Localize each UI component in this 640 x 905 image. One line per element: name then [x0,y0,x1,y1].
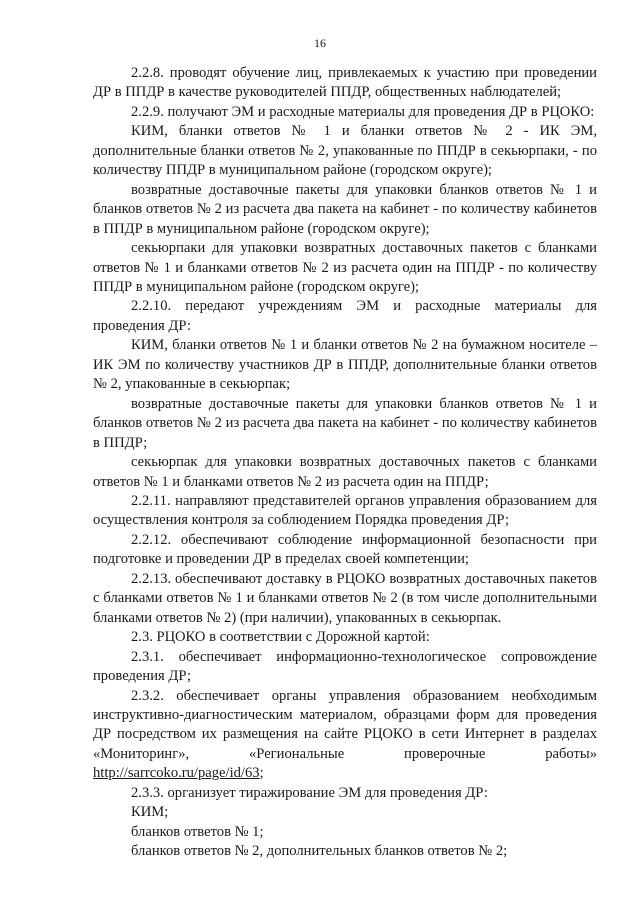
rcoko-page-link[interactable]: http://sarrcoko.ru/page/id/63 [93,765,260,782]
paragraph-2-3-3-blanks-2: бланков ответов № 2, дополнительных бланков ответов № 2; [131,843,508,860]
paragraph-2-2-9-securpaks: секьюрпаки для упаковки возвратных доставочных пакетов с бланками ответов № 1 и бланками ответов № 2 из расчета один на ППДР - по количеству ППДР в муниципальном районе (городском округе); [93,240,597,295]
paragraph-2-3-2-end: ; [259,765,264,782]
paragraph-2-2-10-packets: возвратные доставочные пакеты для упаковки бланков ответов № 1 и бланков ответов № 2 из расчета два пакета на кабинет - по количеству кабинетов в ППДР; [93,395,597,451]
paragraph-2-3-3: 2.3.3. организует тиражирование ЭМ для проведения ДР: [131,784,488,801]
paragraph-2-2-9-packets: возвратные доставочные пакеты для упаковки бланков ответов № 1 и бланков ответов № 2 из расчета два пакета на кабинет - по количеству кабинетов в ППДР в муниципальном районе (городском округе); [93,181,597,237]
paragraph-2-2-13: 2.2.13. обеспечивают доставку в РЦОКО возвратных доставочных пакетов с бланками ответов № 1 и бланками ответов № 2 (в том числе дополнительными бланками ответов № 2) (при наличии), упакованных в секьюрпак. [93,570,597,626]
paragraph-2-2-8: 2.2.8. проводят обучение лиц, привлекаемых к участию при проведении ДР в ППДР в качестве руководителей ППДР, общественных наблюдателей; [93,65,597,101]
paragraph-2-3-2-text: 2.3.2. обеспечивает органы управления образованием необходимым инструктивно-диагностическим материалом, образцами форм для проведения ДР посредством их размещения на сайте РЦОКО в сети Интернет в разделах «Мониторинг», «Региональные проверочные работы» [93,687,597,762]
page-number: 16 [314,36,326,50]
paragraph-2-3-3-blanks-1: бланков ответов № 1; [131,823,264,840]
paragraph-2-3-3-kim: КИМ; [131,804,169,821]
document-body [93,64,597,862]
paragraph-2-2-9: 2.2.9. получают ЭМ и расходные материалы для проведения ДР в РЦОКО: [131,103,595,120]
paragraph-2-2-10-kim: КИМ, бланки ответов № 1 и бланки ответов № 2 на бумажном носителе – ИК ЭМ по количеству участников ДР в ППДР, дополнительные бланки ответов № 2, упакованные в секьюрпак; [93,337,597,393]
paragraph-2-2-10: 2.2.10. передают учреждениям ЭМ и расходные материалы для проведения ДР: [93,298,597,334]
paragraph-2-2-10-securpak: секьюрпак для упаковки возвратных доставочных пакетов с бланками ответов № 1 и бланками ответов № 2 из расчета один на ППДР; [93,454,597,490]
paragraph-2-3-2 [93,687,597,784]
paragraph-2-2-9-kim: КИМ, бланки ответов № 1 и бланки ответов № 2 - ИК ЭМ, дополнительные бланки ответов № 2, упакованные по ППДР в секьюрпаки, - по количеству ППДР в муниципальном районе (городском округе); [93,123,597,179]
paragraph-2-3-1: 2.3.1. обеспечивает информационно-технологическое сопровождение проведения ДР; [93,648,597,685]
paragraph-2-3: 2.3. РЦОКО в соответствии с Дорожной картой: [131,629,430,646]
paragraph-2-2-11: 2.2.11. направляют представителей органов управления образованием для осуществления контроля за соблюдением Порядка проведения ДР; [93,492,597,529]
paragraph-2-2-12: 2.2.12. обеспечивают соблюдение информационной безопасности при подготовке и проведении ДР в пределах своей компетенции; [93,531,597,568]
